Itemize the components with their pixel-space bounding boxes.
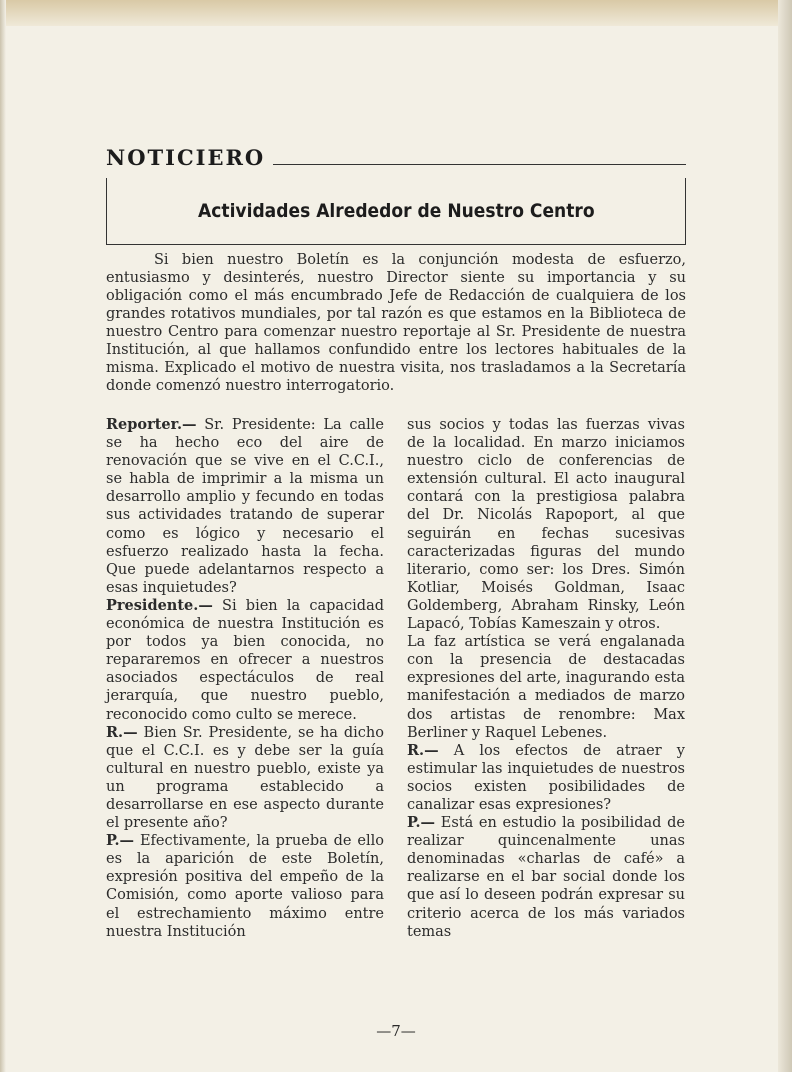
left-column	[106, 416, 384, 941]
speaker-label: R.—	[407, 741, 439, 759]
paragraph	[407, 814, 685, 941]
paragraph-text: A los efectos de atraer y estimular las inquietudes de nuestros socios existen posibilidades de canalizar esas expresiones?	[407, 742, 685, 813]
paragraph-text: Si bien la capacidad económica de nuestra Institución es por todos ya bien conocida, no repararemos en ofrecer a nuestros asociados espectáculos de real jerarquía, que nuestro pueblo, reconocido como culto se merece.	[106, 597, 384, 723]
paragraph	[106, 597, 384, 724]
section-title: NOTICIERO	[106, 145, 266, 170]
paragraph	[407, 742, 685, 814]
article-title: Actividades Alrededor de Nuestro Centro	[197, 200, 595, 222]
section-title-row	[106, 145, 686, 170]
speaker-label: R.—	[106, 723, 138, 741]
paragraph	[407, 416, 685, 633]
paragraph-text: La faz artística se verá engalanada con la presencia de destacadas expresiones del arte, inagurando esta manifestación a mediados de marzo dos artistas de renombre: Max Berliner y Raquel Lebenes.	[407, 634, 685, 741]
paragraph-text: Sr. Presidente: La calle se ha hecho eco del aire de renovación que se vive en el C.C.I., se habla de imprimir a la misma un desarrollo amplio y fecundo en todas sus actividades tratando de superar como es lógico y necesario el esfuerzo realizado hasta la fecha. Que puede adelantarnos respecto a esas inquietudes?	[106, 417, 384, 596]
right-column	[407, 416, 685, 941]
speaker-label: Presidente.—	[106, 596, 213, 614]
paragraph-text: sus socios y todas las fuerzas vivas de la localidad. En marzo iniciamos nuestro ciclo de conferencias de extensión cultural. El acto inaugural contará con la prestigiosa palabra del Dr. Nicolás Rapoport, al que seguirán en fechas sucesivas caracterizadas figuras del mundo literario, como ser: los Dres. Simón Kotliar, Moisés Goldman, Isaac Goldemberg, Abraham Rinsky, León Lapacó, Tobías Kameszain y otros.	[407, 417, 685, 633]
paragraph	[106, 724, 384, 833]
page-number: —7—	[376, 1022, 416, 1040]
paragraph	[106, 416, 384, 597]
title-box	[106, 178, 686, 245]
page-top-edge	[0, 0, 792, 26]
speaker-label: Reporter.—	[106, 416, 197, 433]
speaker-label: P.—	[407, 814, 436, 832]
paragraph-text: Está en estudio la posibilidad de realizar quincenalmente unas denominadas «charlas de café» a realizarse en el bar social donde los que así lo deseen podrán expresar su criterio acerca de los más variados temas	[407, 815, 685, 940]
page-left-edge	[0, 0, 6, 1072]
speaker-label: P.—	[106, 832, 135, 850]
paragraph	[407, 633, 685, 742]
paragraph-text: Bien Sr. Presidente, se ha dicho que el C.C.I. es y debe ser la guía cultural en nuestro pueblo, existe ya un programa establecido a desarrollarse en ese aspecto durante el presente año?	[106, 724, 384, 832]
section-header	[106, 145, 686, 245]
intro-paragraph: Si bien nuestro Boletín es la conjunción modesta de esfuerzo, entusiasmo y desinterés, nuestro Director siente su importancia y su obligación como el más encumbrado Jefe de Redacción de cualquiera de los grandes rotativos mundiales, por tal razón es que estamos en la Biblioteca de nuestro Centro para comenzar nuestro reportaje al Sr. Presidente de nuestra Institución, al que hallamos confundido entre los lectores habituales de la misma. Explicado el motivo de nuestra visita, nos trasladamos a la Secretaría donde comenzó nuestro interrogatorio.	[106, 252, 686, 394]
paragraph-text: Efectivamente, la prueba de ello es la aparición de este Boletín, expresión positiva del empeño de la Comisión, como aporte valioso para el estrechamiento máximo entre nuestra Institución	[106, 833, 384, 940]
paragraph	[106, 832, 384, 941]
page-right-edge	[778, 0, 792, 1072]
section-rule	[273, 164, 686, 165]
